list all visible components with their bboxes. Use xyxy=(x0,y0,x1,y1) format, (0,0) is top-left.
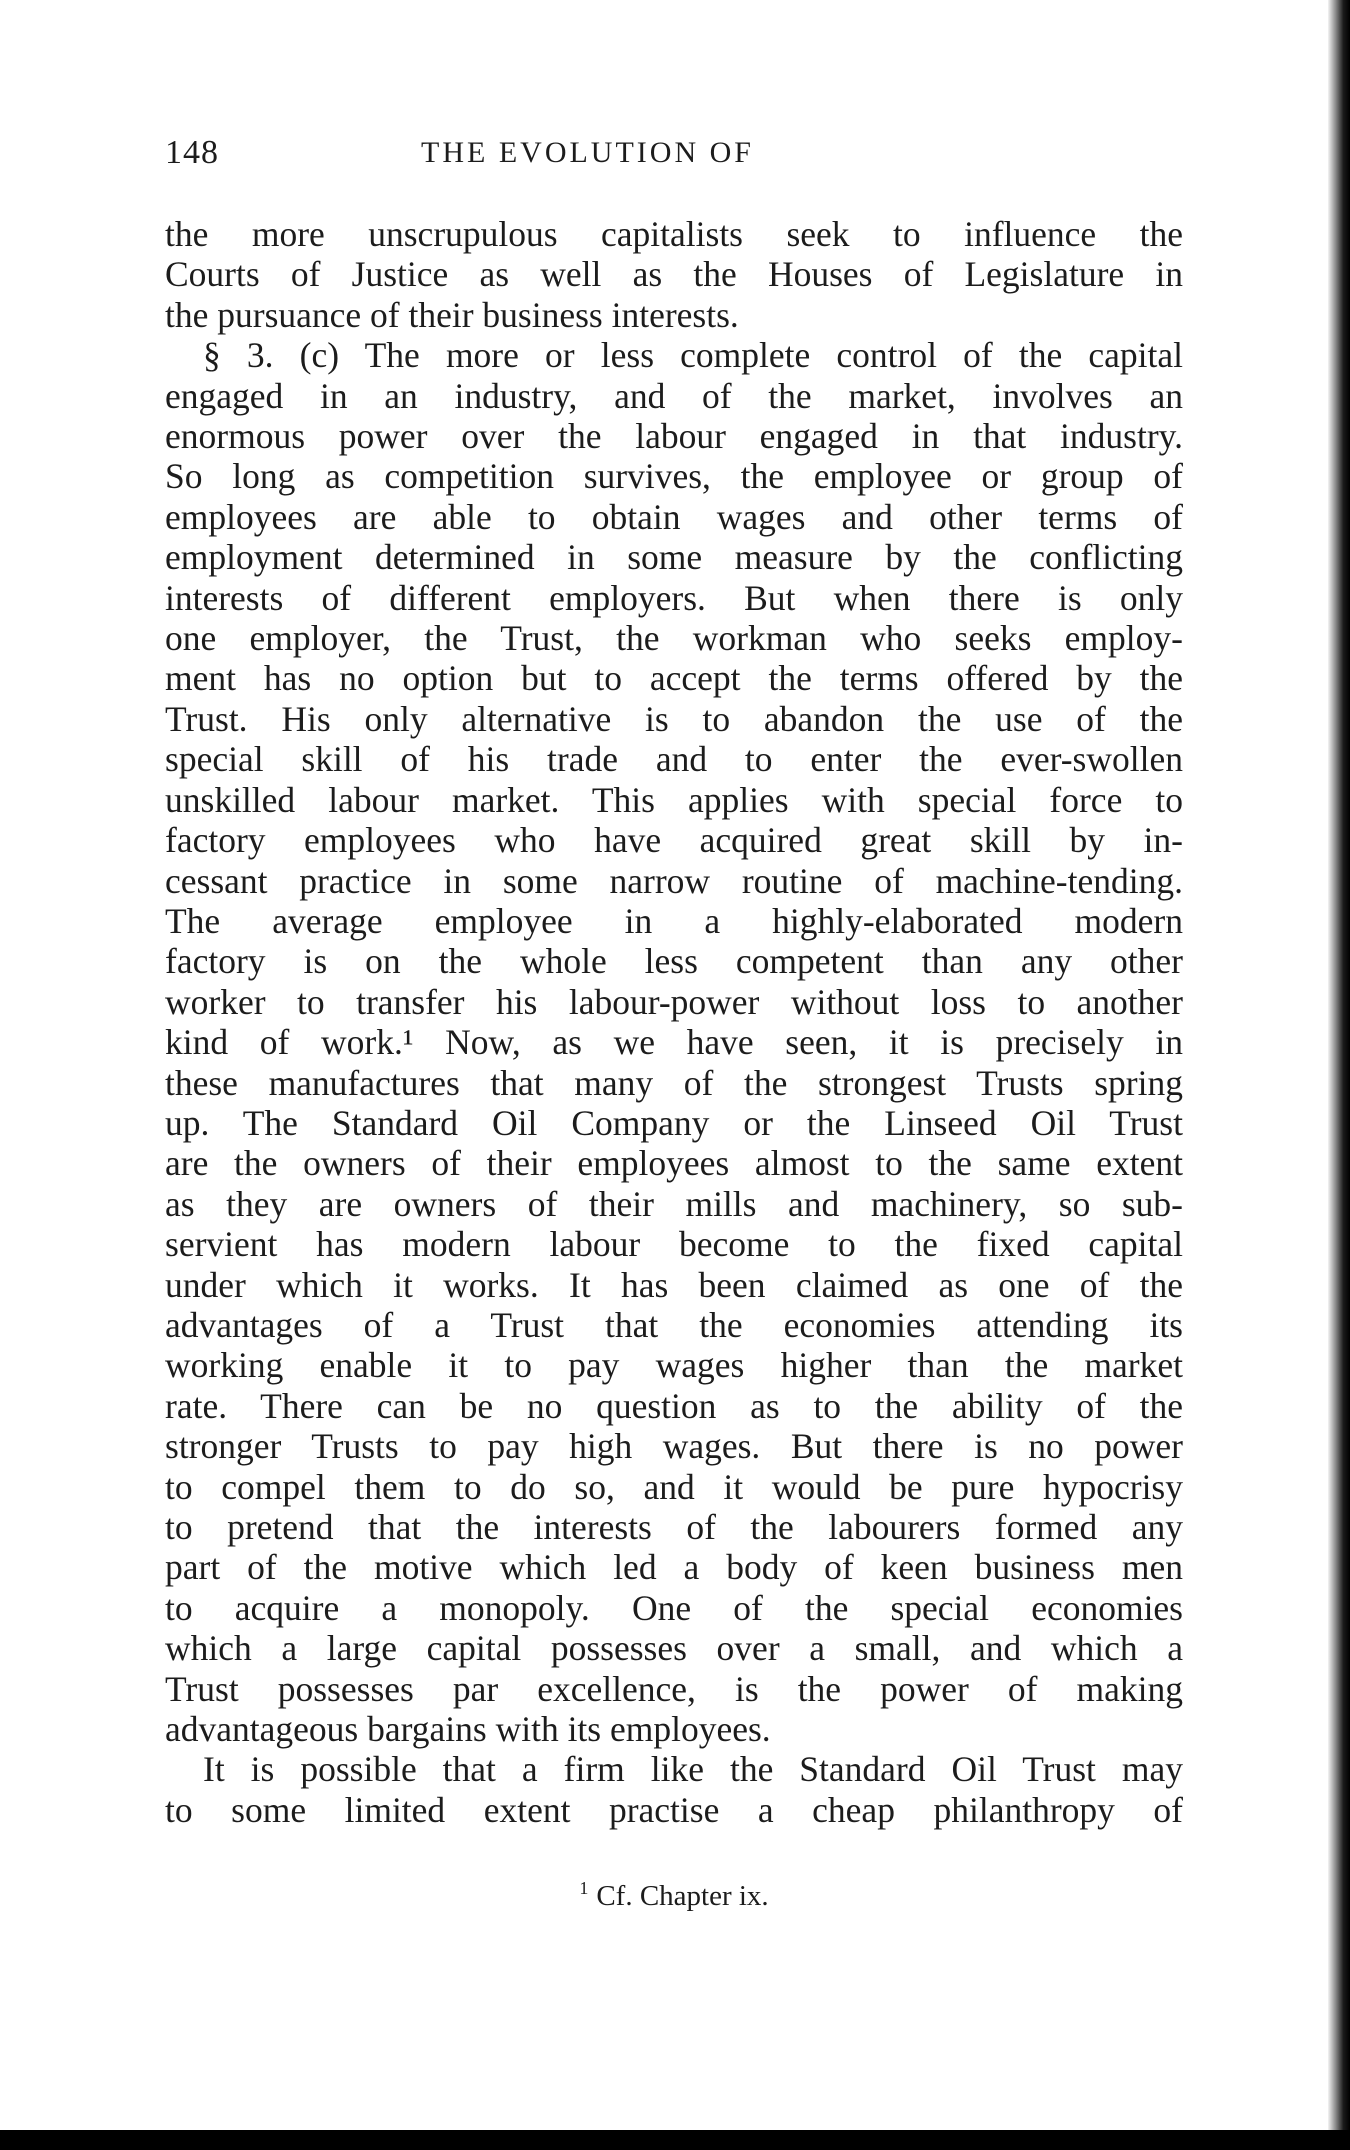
text-line: the pursuance of their business interests. xyxy=(165,294,739,335)
text-line: kind of work.¹ Now, as we have seen, it is precisely in xyxy=(165,1022,1183,1063)
text-line: unskilled labour market. This applies with special force to xyxy=(165,779,1183,820)
text-line: factory is on the whole less competent than any other xyxy=(165,941,1183,982)
text-line: the more unscrupulous capitalists seek to influence the xyxy=(165,214,1183,254)
text-line: stronger Trusts to pay high wages. But there is no power xyxy=(165,1426,1183,1467)
text-line: ment has no option but to accept the terms offered by the xyxy=(165,658,1183,699)
text-line: factory employees who have acquired great skill by in- xyxy=(165,820,1183,861)
text-line: Trust. His only alternative is to abandon the use of the xyxy=(165,698,1183,739)
text-line: advantages of a Trust that the economies attending its xyxy=(165,1304,1183,1345)
text-line: It is possible that a firm like the Standard Oil Trust may xyxy=(203,1749,1183,1790)
text-line: employment determined in some measure by the conflicting xyxy=(165,537,1183,578)
text-line: enormous power over the labour engaged in that industry. xyxy=(165,416,1183,457)
footnote-text: Cf. Chapter ix. xyxy=(596,1880,769,1912)
running-title: THE EVOLUTION OF xyxy=(421,136,754,169)
text-line: under which it works. It has been claimed as one of the xyxy=(165,1264,1183,1305)
footnote xyxy=(165,1880,1183,1913)
text-line: cessant practice in some narrow routine of machine-tending. xyxy=(165,860,1183,901)
running-head xyxy=(165,134,1185,174)
page-edge-shadow xyxy=(1328,0,1350,2150)
text-line: special skill of his trade and to enter the ever-swollen xyxy=(165,739,1183,780)
text-line: employees are able to obtain wages and other terms of xyxy=(165,496,1183,537)
text-line: these manufactures that many of the strongest Trusts spring xyxy=(165,1062,1183,1103)
page-number: 148 xyxy=(165,134,219,171)
text-line: to pretend that the interests of the labourers formed any xyxy=(165,1507,1183,1547)
text-line: to acquire a monopoly. One of the special economies xyxy=(165,1587,1183,1628)
text-line: The average employee in a highly-elaborated modern xyxy=(165,900,1183,941)
text-line: one employer, the Trust, the workman who seeks employ- xyxy=(165,618,1183,659)
text-line: Courts of Justice as well as the Houses of Legislature in xyxy=(165,254,1183,295)
body-text xyxy=(165,214,1183,1830)
text-line: advantageous bargains with its employees. xyxy=(165,1709,771,1750)
text-line: So long as competition survives, the employee or group of xyxy=(165,456,1183,497)
text-line: which a large capital possesses over a small, and which a xyxy=(165,1628,1183,1669)
text-line: up. The Standard Oil Company or the Linseed Oil Trust xyxy=(165,1102,1183,1143)
text-line: working enable it to pay wages higher than the market xyxy=(165,1345,1183,1386)
text-line: interests of different employers. But when there is only xyxy=(165,577,1183,618)
text-line: Trust possesses par excellence, is the power of making xyxy=(165,1668,1183,1709)
text-line: part of the motive which led a body of keen business men xyxy=(165,1547,1183,1588)
text-line: as they are owners of their mills and machinery, so sub- xyxy=(165,1183,1183,1224)
text-line: to some limited extent practise a cheap philanthropy of xyxy=(165,1789,1183,1830)
text-line: to compel them to do so, and it would be pure hypocrisy xyxy=(165,1466,1183,1507)
bottom-edge-shadow xyxy=(0,2130,1350,2150)
text-line: servient has modern labour become to the fixed capital xyxy=(165,1224,1183,1265)
text-line: worker to transfer his labour-power without loss to another xyxy=(165,981,1183,1022)
footnote-marker: 1 xyxy=(579,1878,589,1899)
text-line: rate. There can be no question as to the ability of the xyxy=(165,1385,1183,1426)
text-line: engaged in an industry, and of the market, involves an xyxy=(165,375,1183,416)
text-line: are the owners of their employees almost to the same extent xyxy=(165,1143,1183,1184)
text-line: § 3. (c) The more or less complete control of the capital xyxy=(203,335,1183,376)
